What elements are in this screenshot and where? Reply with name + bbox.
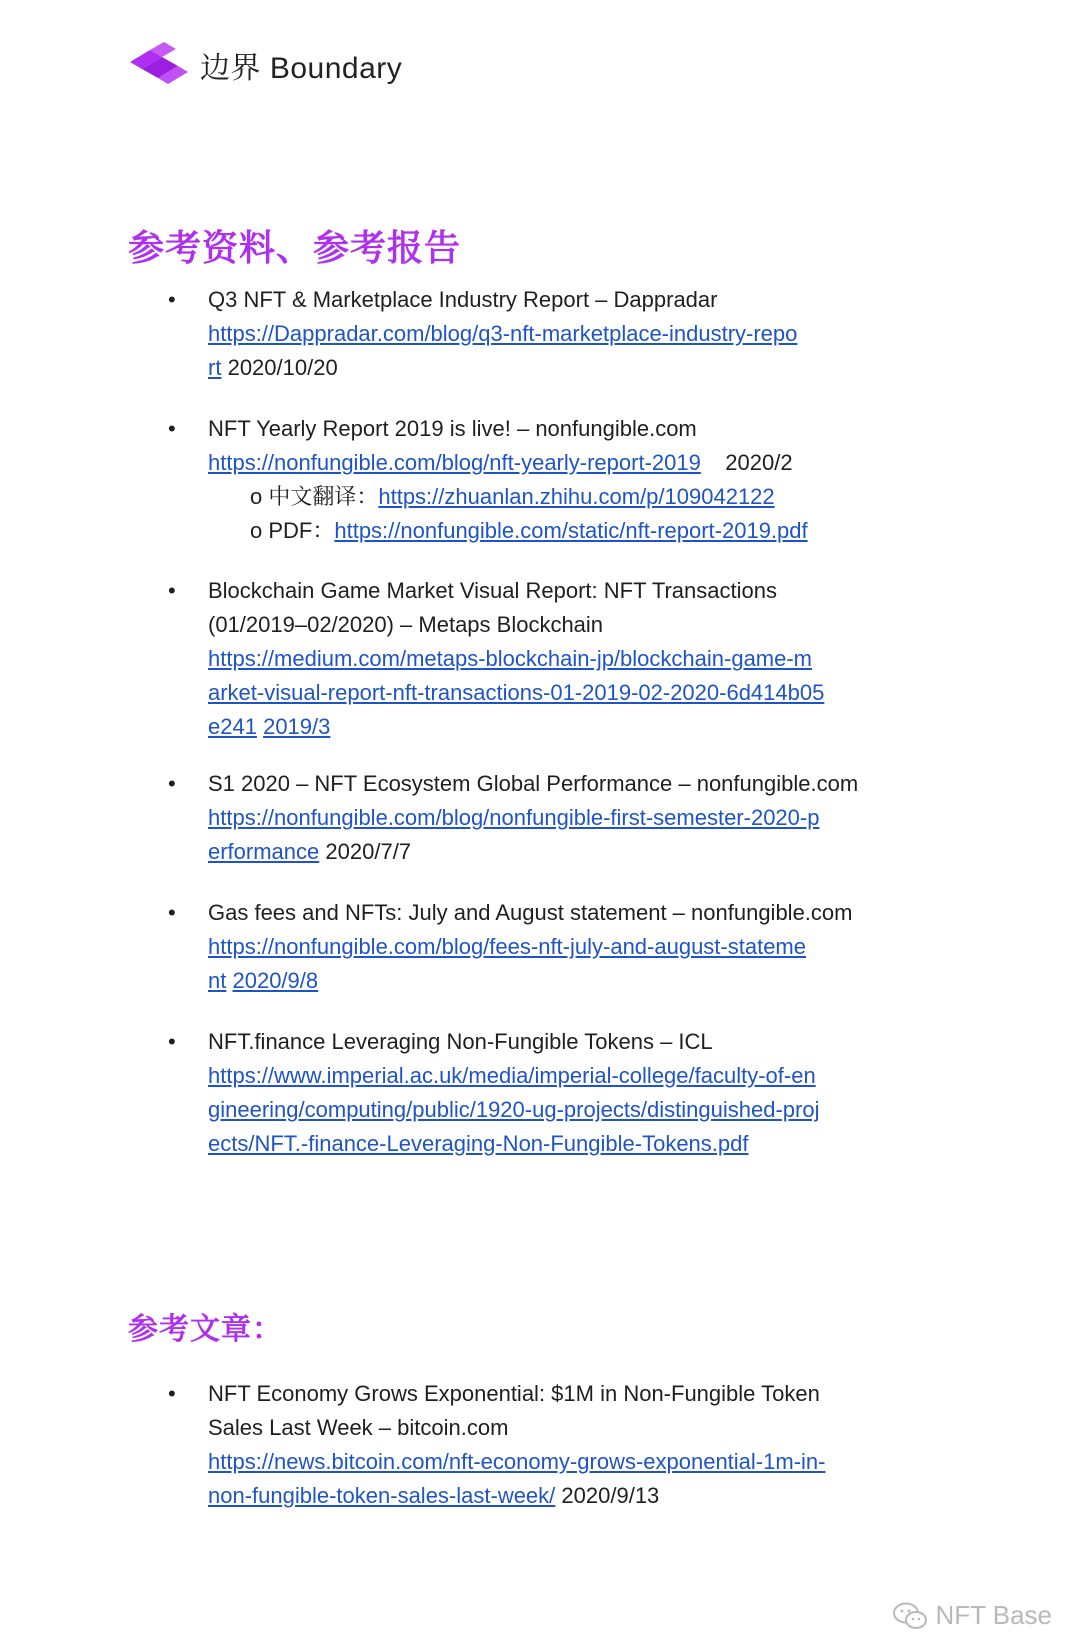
bullet: • xyxy=(168,287,176,312)
reference-link-cont[interactable]: gineering/computing/public/1920-ug-projects/distinguished-proj xyxy=(208,1097,820,1122)
bullet: • xyxy=(168,771,176,796)
list-item xyxy=(168,574,968,744)
item-title: Q3 NFT & Marketplace Industry Report – Dappradar xyxy=(208,287,718,312)
item-date: 2020/9/13 xyxy=(561,1483,660,1508)
bullet: • xyxy=(168,1381,176,1406)
watermark-text: NFT Base xyxy=(935,1600,1052,1630)
reference-link-cont[interactable]: erformance xyxy=(208,839,320,864)
list-item xyxy=(168,1025,968,1161)
bullet: • xyxy=(168,1029,176,1054)
section-title-articles: 参考文章： xyxy=(128,1313,283,1346)
reference-link[interactable]: https://nonfungible.com/blog/fees-nft-july-and-august-stateme xyxy=(208,934,806,959)
reference-link[interactable]: https://nonfungible.com/blog/nonfungible-first-semester-2020-p xyxy=(208,805,820,830)
item-title: S1 2020 – NFT Ecosystem Global Performance – nonfungible.com xyxy=(208,771,859,796)
watermark xyxy=(893,1600,1052,1631)
bullet: • xyxy=(168,416,176,441)
item-date-link[interactable]: 2020/9/8 xyxy=(232,968,319,993)
section-title-references: 参考资料、参考报告 xyxy=(128,227,462,268)
boundary-logo-icon xyxy=(128,40,190,90)
reference-link[interactable]: https://nonfungible.com/blog/nft-yearly-report-2019 xyxy=(208,450,701,475)
reference-link[interactable]: https://www.imperial.ac.uk/media/imperial-college/faculty-of-en xyxy=(208,1063,816,1088)
reference-link[interactable]: https://Dappradar.com/blog/q3-nft-marketplace-industry-repo xyxy=(208,321,798,346)
reference-link-cont[interactable]: nt xyxy=(208,968,227,993)
wechat-icon xyxy=(893,1602,927,1630)
reference-link[interactable]: https://medium.com/metaps-blockchain-jp/blockchain-game-m xyxy=(208,646,813,671)
list-item xyxy=(168,283,968,385)
brand-logo xyxy=(128,40,402,90)
item-title: NFT.finance Leveraging Non-Fungible Tokens – ICL xyxy=(208,1029,713,1054)
translation-link[interactable]: https://zhuanlan.zhihu.com/p/109042122 xyxy=(378,484,775,509)
reference-link[interactable]: https://news.bitcoin.com/nft-economy-grows-exponential-1m-in- xyxy=(208,1449,826,1474)
item-title-cont: (01/2019–02/2020) – Metaps Blockchain xyxy=(208,612,604,637)
item-date: 2020/7/7 xyxy=(325,839,412,864)
reference-link-cont[interactable]: non-fungible-token-sales-last-week/ xyxy=(208,1483,556,1508)
reference-link-cont[interactable]: rt xyxy=(208,355,222,380)
list-item xyxy=(168,412,968,548)
list-item xyxy=(168,767,968,869)
list-item xyxy=(168,896,968,998)
item-date-link[interactable]: 2019/3 xyxy=(263,714,331,739)
list-item xyxy=(168,1377,968,1513)
item-date: 2020/2 xyxy=(725,450,793,475)
bullet: • xyxy=(168,578,176,603)
sub-label: o 中文翻译： xyxy=(250,484,379,509)
reference-link-cont[interactable]: ects/NFT.-finance-Leveraging-Non-Fungible-Tokens.pdf xyxy=(208,1131,749,1156)
reference-link-cont[interactable]: e241 xyxy=(208,714,257,739)
brand-name: 边界 Boundary xyxy=(200,52,403,85)
sub-label: o PDF： xyxy=(250,518,335,543)
item-title: NFT Yearly Report 2019 is live! – nonfungible.com xyxy=(208,416,697,441)
item-title: NFT Economy Grows Exponential: $1M in Non-Fungible Token xyxy=(208,1381,820,1406)
item-title: Blockchain Game Market Visual Report: NFT Transactions xyxy=(208,578,777,603)
item-title-cont: Sales Last Week – bitcoin.com xyxy=(208,1415,509,1440)
reference-link-cont[interactable]: arket-visual-report-nft-transactions-01-2019-02-2020-6d414b05 xyxy=(208,680,825,705)
bullet: • xyxy=(168,900,176,925)
pdf-link[interactable]: https://nonfungible.com/static/nft-report-2019.pdf xyxy=(334,518,808,543)
item-date: 2020/10/20 xyxy=(227,355,338,380)
item-title: Gas fees and NFTs: July and August statement – nonfungible.com xyxy=(208,900,853,925)
